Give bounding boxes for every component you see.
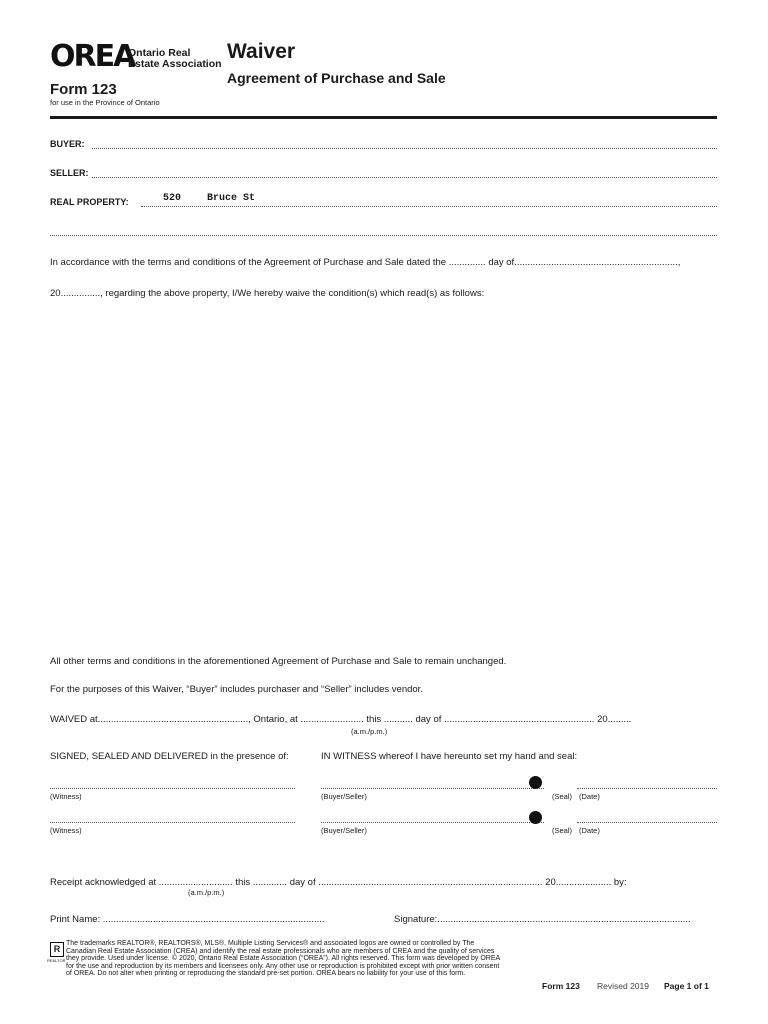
signed-presence: SIGNED, SEALED AND DELIVERED in the presence of: <box>50 751 289 762</box>
witness-signature-2[interactable] <box>50 822 295 823</box>
agreement-date-line: In accordance with the terms and conditions of the Agreement of Purchase and Sale dated the .............. day of.............................................................., <box>50 257 681 268</box>
form-number: Form 123 <box>50 81 117 98</box>
buyer-label: BUYER: <box>50 139 85 149</box>
page-title: Waiver <box>227 40 296 63</box>
waived-line: WAIVED at........................................................., Ontario, at ........................ this ........... day of ......................................................... 20......... <box>50 714 632 725</box>
party-signature-1[interactable] <box>321 788 544 789</box>
real-property-label: REAL PROPERTY: <box>50 197 129 207</box>
waive-condition-line: 20..............., regarding the above property, I/We hereby waive the condition(s) which read(s) as follows: <box>50 288 485 299</box>
witness-label-1: (Witness) <box>50 792 82 801</box>
seal-dot-1 <box>529 776 542 789</box>
footer-page: Page 1 of 1 <box>664 981 709 991</box>
unchanged-clause: All other terms and conditions in the aforementioned Agreement of Purchase and Sale to remain unchanged. <box>50 656 507 667</box>
buyer-field[interactable] <box>92 148 717 149</box>
witness-label-2: (Witness) <box>50 826 82 835</box>
association-name: Ontario Real Estate Association <box>128 47 222 70</box>
page-subtitle: Agreement of Purchase and Sale <box>227 70 446 86</box>
receipt-ampm: (a.m./p.m.) <box>188 888 225 897</box>
realtor-logo-icon: R <box>50 942 64 957</box>
legal-notice: The trademarks REALTOR®, REALTORS®, MLS®, Multiple Listing Services® and associated logos are owned or controlled by The Canadian Real Estate Association (CREA) and identify the real estate professionals who are members of CREA and the quality of services they provide. Used under license. © 2020, Ontario Real Estate Association (“OREA”). All rights reserved. This form was developed by OREA for the use and reproduction by its members and licensees only. Any other use or reproduction is prohibited except with prior written consent of OREA. Do not alter when printing or reproducing the standard pre-set portion. OREA bears no liability for your use of this form. <box>66 940 500 977</box>
seal-dot-2 <box>529 811 542 824</box>
date-field-1[interactable] <box>577 788 717 789</box>
seller-field[interactable] <box>92 177 717 178</box>
party-label-2: (Buyer/Seller) <box>321 826 367 835</box>
signature-line: Signature:................................................................................................ <box>394 914 691 925</box>
real-property-field-2[interactable] <box>50 235 717 236</box>
receipt-line: Receipt acknowledged at ............................ this ............. day of ..................................................................................... 20..................... by: <box>50 877 627 888</box>
seal-label-2: (Seal) <box>552 826 573 835</box>
conditions-area[interactable] <box>50 305 717 645</box>
property-number: 520 <box>163 193 182 204</box>
witness-signature-1[interactable] <box>50 788 295 789</box>
realtor-logo-text: REALTOR <box>47 958 66 963</box>
property-street: Bruce St <box>207 193 256 204</box>
date-label-2: (Date) <box>579 826 600 835</box>
party-label-1: (Buyer/Seller) <box>321 792 367 801</box>
footer-revised: Revised 2019 <box>597 981 649 991</box>
orea-logo: OREA <box>50 39 135 74</box>
definitions-clause: For the purposes of this Waiver, “Buyer” includes purchaser and “Seller” includes vendor. <box>50 684 423 695</box>
party-signature-2[interactable] <box>321 822 544 823</box>
real-property-field[interactable] <box>141 206 717 207</box>
waived-ampm: (a.m./p.m.) <box>351 727 388 736</box>
seal-label-1: (Seal) <box>552 792 573 801</box>
print-name-line: Print Name: .................................................................................... <box>50 914 325 925</box>
date-field-2[interactable] <box>577 822 717 823</box>
date-label-1: (Date) <box>579 792 600 801</box>
form-use-note: for use in the Province of Ontario <box>50 98 160 107</box>
header-rule <box>50 116 717 119</box>
footer-form: Form 123 <box>542 981 580 991</box>
witness-clause: IN WITNESS whereof I have hereunto set my hand and seal: <box>321 751 578 762</box>
seller-label: SELLER: <box>50 168 89 178</box>
